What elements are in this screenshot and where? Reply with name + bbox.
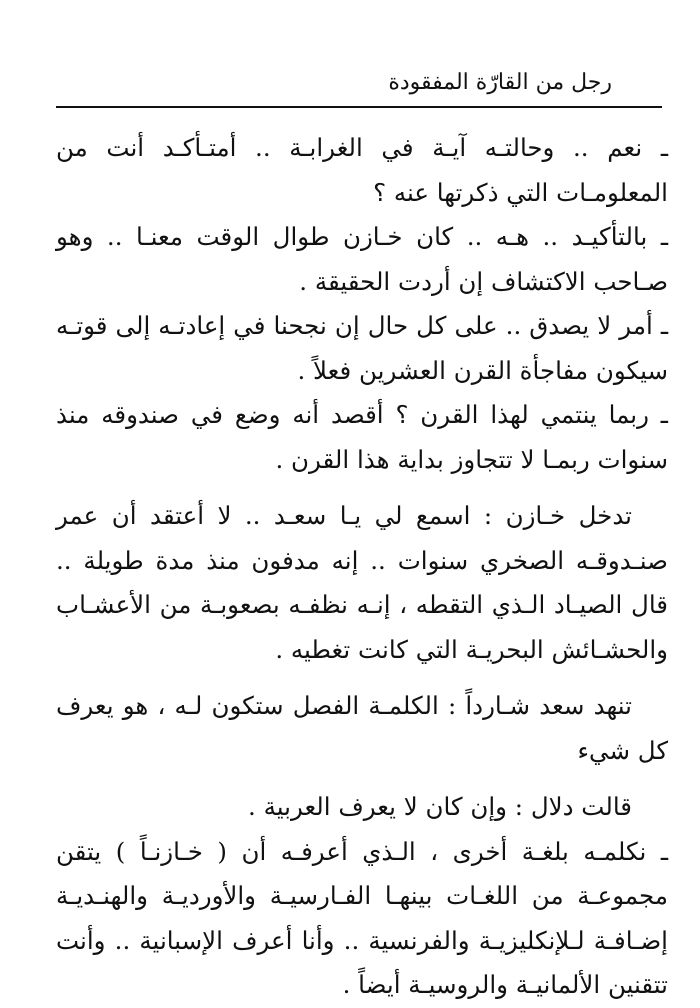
- header-rule: [56, 106, 662, 108]
- body-text: [56, 126, 668, 1008]
- paragraph-3: ـ أمر لا يصدق .. على كل حال إن نجحنا في إعادتـه إلى قوتـه سيكون مفاجأة القرن العشرين فعلاً .: [56, 311, 668, 385]
- running-header: رجل من القارّة المفقودة: [388, 70, 612, 95]
- paragraph-4: ـ ربما ينتمي لهذا القرن ؟ أقصد أنه وضع في صندوقه منذ سنوات ربمـا لا تتجاوز بداية هذا القرن .: [56, 400, 668, 474]
- paragraph-6: تنهد سعد شـارداً : الكلمـة الفصل ستكون لـه ، هو يعرف كل شيء: [56, 691, 668, 765]
- paragraph-2: ـ بالتأكيـد .. هـه .. كان خـازن طوال الوقت معنـا .. وهو صـاحب الاكتشاف إن أردت الحقيقة .: [56, 222, 668, 296]
- paragraph-7: قالت دلال : وإن كان لا يعرف العربية .: [248, 792, 632, 821]
- paragraph-8: ـ نكلمـه بلغـة أخرى ، الـذي أعرفـه أن ( خـازنـاً ) يتقن مجموعـة من اللغـات بينهـا الفـارسيـة والأورديـة والهنـديـة إضـافـة لـلإنكليزيـة والفرنسية .. وأنا أعرف الإسبانية .. وأنت تتقنين الألمانيـة والروسيـة أيضاً .: [56, 836, 668, 999]
- paragraph-1: ـ نعم .. وحالتـه آيـة في الغرابـة .. أمتـأكـد أنت من المعلومـات التي ذكرتها عنه ؟: [56, 133, 668, 207]
- paragraph-5: تدخل خـازن : اسمع لي يـا سعـد .. لا أعتقد أن عمر صنـدوقـه الصخري سنوات .. إنه مدفون منذ مدة طويلة .. قال الصيـاد الـذي التقطه ، إنـه نظفـه بصعوبـة من الأعشـاب والحشـائش البحريـة التي كانت تغطيه .: [56, 501, 668, 664]
